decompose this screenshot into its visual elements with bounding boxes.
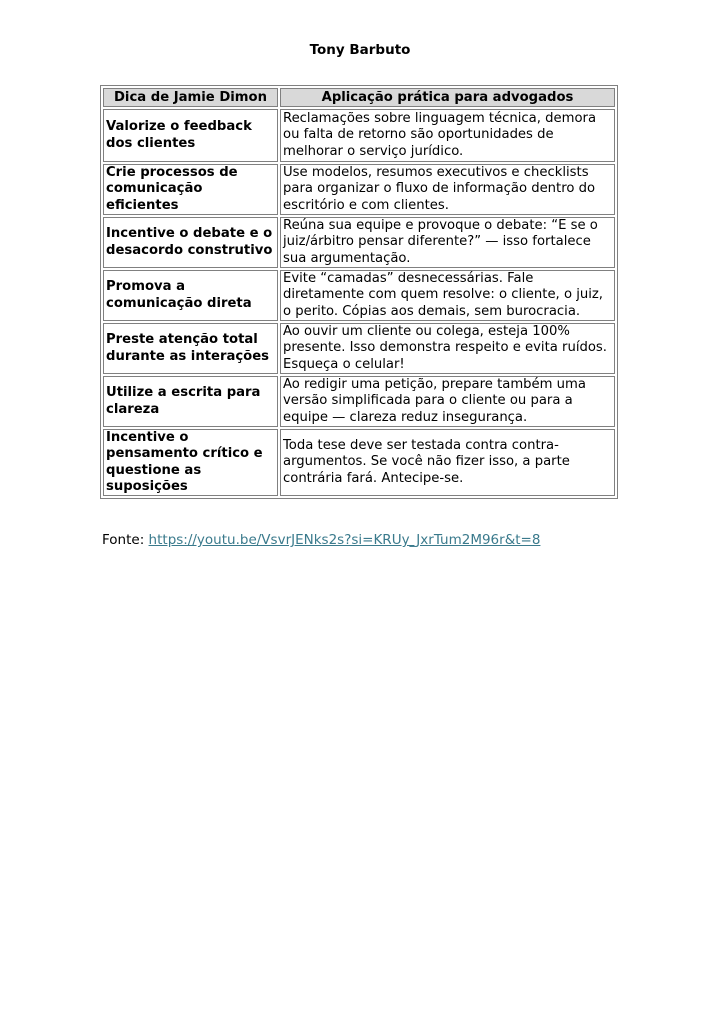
application-cell: Reúna sua equipe e provoque o debate: “E se o juiz/árbitro pensar diferente?” — isso fortalece sua argumentação.: [280, 217, 615, 268]
column-header-tip: Dica de Jamie Dimon: [103, 88, 278, 107]
table-row: [103, 270, 615, 321]
table-row: [103, 109, 615, 162]
application-cell: Reclamações sobre linguagem técnica, demora ou falta de retorno são oportunidades de melhorar o serviço jurídico.: [280, 109, 615, 162]
application-cell: Ao redigir uma petição, prepare também uma versão simplificada para o cliente ou para a equipe — clareza reduz insegurança.: [280, 376, 615, 427]
tip-cell: Preste atenção total durante as interações: [103, 323, 278, 374]
table-row: [103, 376, 615, 427]
tip-cell: Incentive o pensamento crítico e questione as suposições: [103, 429, 278, 496]
table-row: [103, 164, 615, 215]
table-row: [103, 429, 615, 496]
source-line: [102, 531, 540, 549]
tip-cell: Utilize a escrita para clareza: [103, 376, 278, 427]
table-row: [103, 217, 615, 268]
application-cell: Use modelos, resumos executivos e checklists para organizar o fluxo de informação dentro do escritório e com clientes.: [280, 164, 615, 215]
table-header-row: [103, 88, 615, 107]
application-cell: Toda tese deve ser testada contra contra-argumentos. Se você não fizer isso, a parte contrária fará. Antecipe-se.: [280, 429, 615, 496]
tip-cell: Valorize o feedback dos clientes: [103, 109, 278, 162]
application-cell: Ao ouvir um cliente ou colega, esteja 100% presente. Isso demonstra respeito e evita ruídos. Esqueça o celular!: [280, 323, 615, 374]
tips-table-container: [100, 85, 618, 499]
tip-cell: Crie processos de comunicação eficientes: [103, 164, 278, 215]
source-label: Fonte:: [102, 532, 145, 548]
column-header-application: Aplicação prática para advogados: [280, 88, 615, 107]
table-row: [103, 323, 615, 374]
document-author: Tony Barbuto: [309, 42, 411, 58]
source-link[interactable]: https://youtu.be/VsvrJENks2s?si=KRUy_JxrTum2M96r&t=8: [148, 532, 541, 548]
application-cell: Evite “camadas” desnecessárias. Fale diretamente com quem resolve: o cliente, o juiz, o perito. Cópias aos demais, sem burocracia.: [280, 270, 615, 321]
tip-cell: Promova a comunicação direta: [103, 270, 278, 321]
tip-cell: Incentive o debate e o desacordo construtivo: [103, 217, 278, 268]
tips-table: [100, 85, 618, 499]
